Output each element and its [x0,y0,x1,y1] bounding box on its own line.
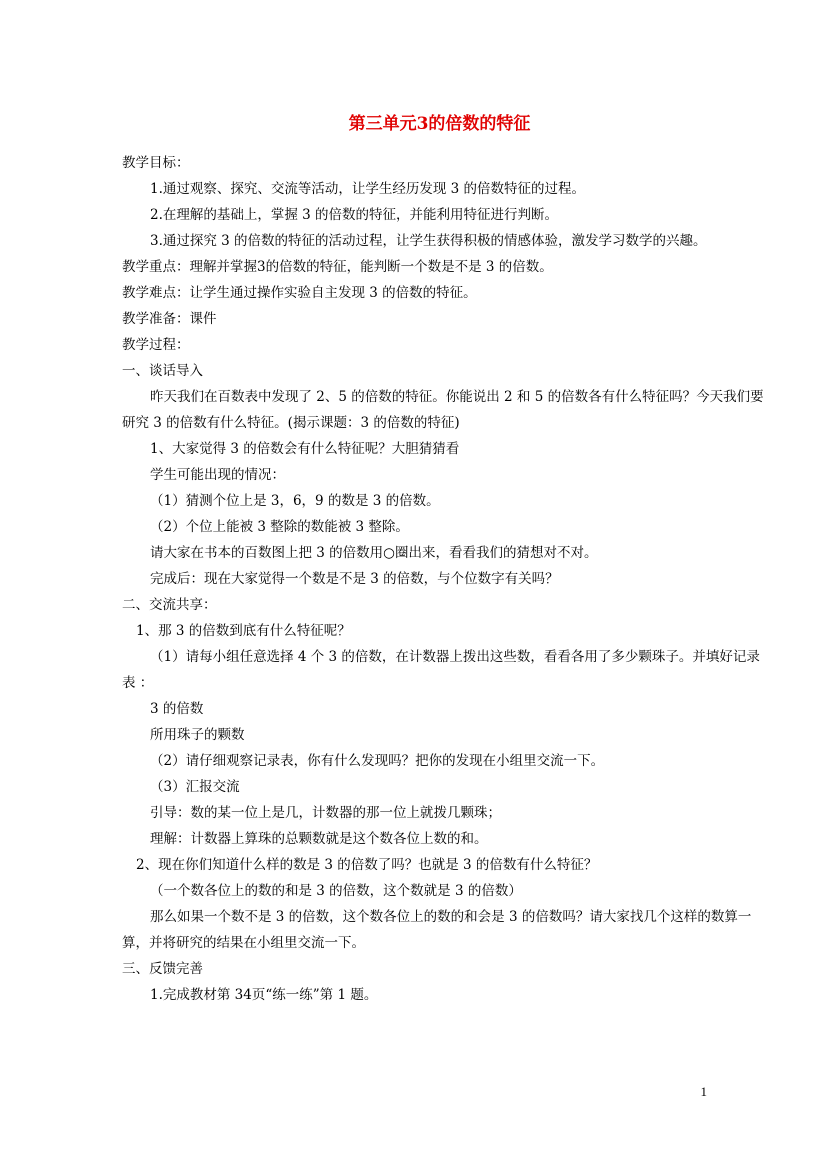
text-line: 2.在理解的基础上，掌握 3 的倍数的特征，并能利用特征进行判断。 [150,207,559,223]
text-line: 教学难点：让学生通过操作实验自主发现 3 的倍数的特征。 [122,285,477,301]
text-line: （3）汇报交流 [150,779,240,795]
text-line: （2）个位上能被 3 整除的数能被 3 整除。 [150,519,409,535]
text-line: 二、交流共享： [122,597,217,613]
text-line: 引导：数的某一位上是几，计数器的那一位上就拨几颗珠； [150,805,501,821]
page-number: 1 [700,1084,707,1099]
text-line: 学生可能出现的情况： [150,467,285,483]
text-line: 请大家在书本的百数图上把 3 的倍数用○圈出来，看看我们的猜想对不对。 [150,545,598,561]
text-line: （1）猜测个位上是 3，6，9 的数是 3 的倍数。 [150,493,440,509]
text-line: 教学过程： [122,337,190,353]
text-line: 1、大家觉得 3 的倍数会有什么特征呢？大胆猜猜看 [150,441,460,457]
text-line: 1.通过观察、探究、交流等活动，让学生经历发现 3 的倍数特征的过程。 [150,181,586,197]
text-line: 3.通过探究 3 的倍数的特征的活动过程，让学生获得积极的情感体验，激发学习数学的兴趣。 [150,233,707,249]
text-line: 一、谈话导入 [122,363,203,379]
text-line: （1）请每小组任意选择 4 个 3 的倍数，在计数器上拨出这些数，看看各用了多少颗珠子。并填好记录表 ： [122,649,760,691]
text-line: 1.完成教材第 34页“练一练”第 1 题。 [150,987,378,1003]
text-line: 理解：计数器上算珠的总颗数就是这个数各位上数的和。 [150,831,488,847]
text-line: 昨天我们在百数表中发现了 2、5 的倍数的特征。你能说出 2 和 5 的倍数各有什么特征吗？今天我们要研究 3 的倍数有什么特征。(揭示课题：3 的倍数的特征) [122,389,764,431]
text-line: 所用珠子的颗数 [150,727,245,743]
text-line: 三、反馈完善 [122,961,203,977]
text-line: 教学目标： [122,155,190,171]
document-title: 第三单元3的倍数的特征 [348,114,531,134]
text-line: 2、现在你们知道什么样的数是 3 的倍数了吗？也就是 3 的倍数有什么特征？ [136,857,598,873]
text-line: 教学准备：课件 [122,311,217,327]
text-line: 1、那 3 的倍数到底有什么特征呢？ [136,623,351,639]
text-line: 完成后：现在大家觉得一个数是不是 3 的倍数，与个位数字有关吗？ [150,571,559,587]
document-body [122,150,767,1008]
text-line: 3 的倍数 [150,701,204,717]
text-line: （一个数各位上的数的和是 3 的倍数，这个数就是 3 的倍数） [150,883,522,899]
text-line: 那么如果一个数不是 3 的倍数，这个数各位上的数的和会是 3 的倍数吗？请大家找几个这样的数算一算，并将研究的结果在小组里交流一下。 [122,909,752,951]
text-line: （2）请仔细观察记录表，你有什么发现吗？把你的发现在小组里交流一下。 [150,753,605,769]
text-line: 教学重点：理解并掌握3的倍数的特征，能判断一个数是不是 3 的倍数。 [122,259,553,275]
